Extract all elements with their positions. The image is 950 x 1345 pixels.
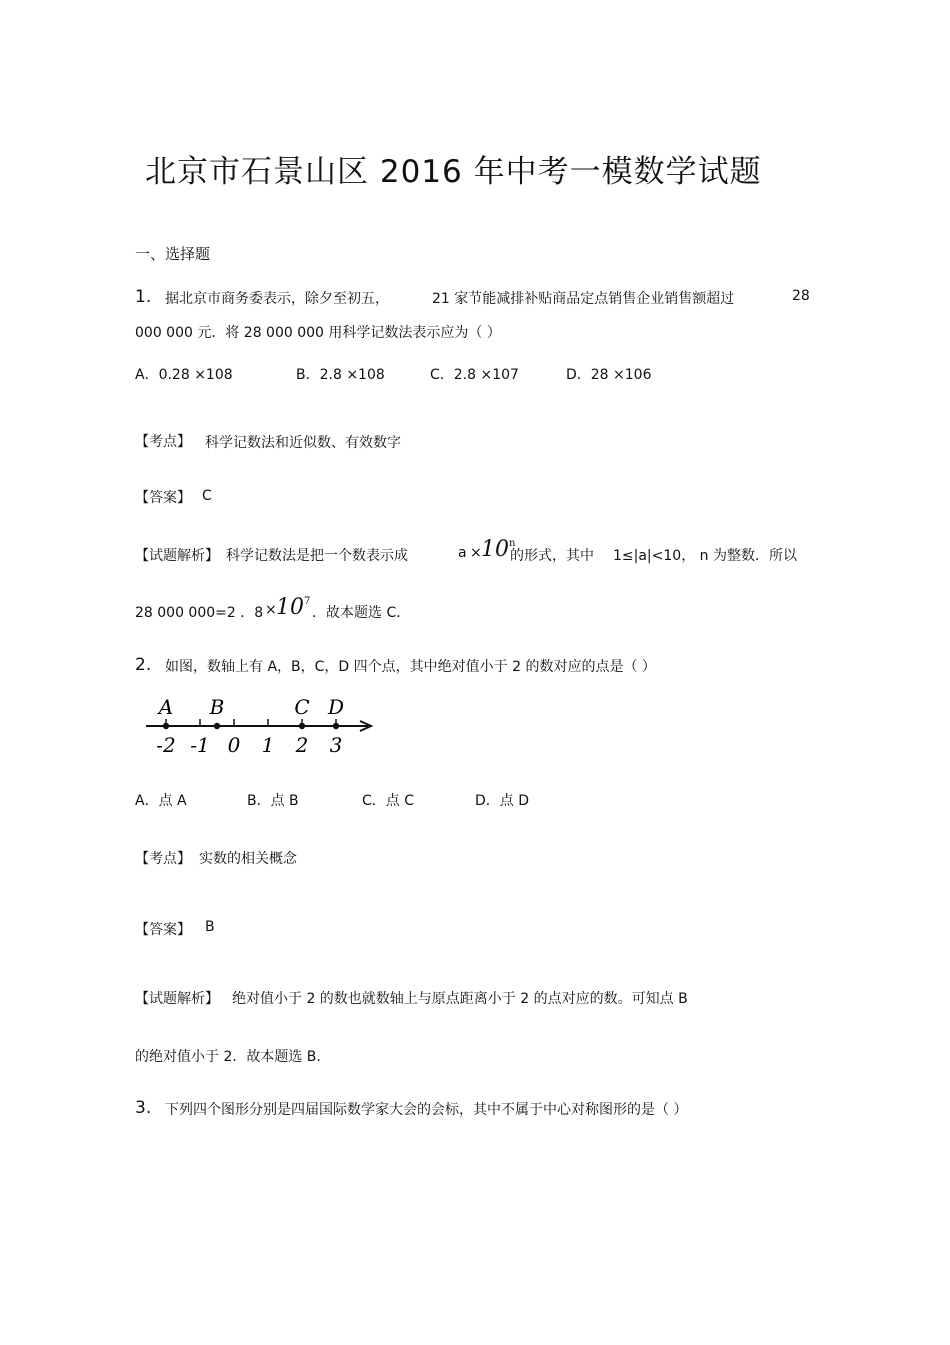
base-ten: 10 xyxy=(481,537,509,562)
analysis-label: 【试题解析】 xyxy=(135,991,219,1007)
analysis-label: 【试题解析】 xyxy=(135,548,219,564)
option-d: D．点 D xyxy=(475,793,530,809)
question-number: 3. xyxy=(135,1098,152,1118)
axis-tick-label: 3 xyxy=(329,733,343,757)
analysis-text-line2: 的绝对值小于 2．故本题选 B． xyxy=(135,1049,331,1065)
axis-point-label: B xyxy=(209,695,225,719)
answer-value: B xyxy=(205,919,215,935)
answer-label: 【答案】 xyxy=(135,490,191,506)
axis-point-label: A xyxy=(158,695,174,719)
exponent-n: n xyxy=(509,538,516,549)
axis-point xyxy=(214,723,220,729)
axis-tick-label: 2 xyxy=(295,733,309,757)
axis-points xyxy=(157,695,344,729)
analysis-line2: ．故本题选 C． xyxy=(312,605,411,621)
times-sign: × xyxy=(265,602,277,618)
option-a: A．0.28 ×108 xyxy=(135,367,233,383)
option-c: C．点 C xyxy=(362,793,415,809)
question-stem-part: 21 家节能减排补贴商品定点销售企业销售额超过 xyxy=(432,291,735,307)
power-of-ten xyxy=(276,595,310,620)
kaodian-text: 科学记数法和近似数、有效数字 xyxy=(205,435,401,451)
question-number: 1. xyxy=(135,287,152,307)
option-b: B．2.8 ×108 xyxy=(296,367,385,383)
axis-tick-label: 1 xyxy=(261,733,275,757)
base-ten: 10 xyxy=(276,595,304,620)
question-stem: 下列四个图形分别是四届国际数学家大会的会标，其中不属于中心对称图形的是（ ） xyxy=(165,1102,688,1118)
kaodian-label: 【考点】 xyxy=(135,434,191,450)
page-title: 北京市石景山区 2016 年中考一模数学试题 xyxy=(145,154,762,190)
option-a: A．点 A xyxy=(135,793,187,809)
axis-point-label: D xyxy=(327,695,345,719)
exponent: 7 xyxy=(304,596,311,607)
analysis-text: 的形式，其中 xyxy=(510,548,594,564)
analysis-line2: 28 000 000=2 ．8 xyxy=(135,605,264,621)
kaodian-label: 【考点】 xyxy=(135,851,191,867)
question-stem-part: 据北京市商务委表示，除夕至初五， xyxy=(165,291,389,307)
option-b: B．点 B xyxy=(247,793,299,809)
axis-ticks xyxy=(156,719,342,757)
question-number: 2. xyxy=(135,655,152,675)
question-stem-line2: 000 000 元．将 28 000 000 用科学记数法表示应为（ ） xyxy=(135,325,501,341)
option-c: C．2.8 ×107 xyxy=(430,367,519,383)
answer-value: C xyxy=(202,488,212,504)
axis-tick-label: -1 xyxy=(190,733,210,757)
times-sign: × xyxy=(470,545,482,561)
analysis-text: 1≤|a|<10， n 为整数．所以 xyxy=(613,548,797,564)
axis-point-label: C xyxy=(294,695,310,719)
analysis-text: 绝对值小于 2 的数也就数轴上与原点距离小于 2 的点对应的数。可知点 B xyxy=(232,991,688,1007)
number-line-figure xyxy=(140,688,380,760)
axis-tick-label: -2 xyxy=(156,733,176,757)
kaodian-text: 实数的相关概念 xyxy=(199,851,297,867)
question-stem: 如图，数轴上有 A，B，C，D 四个点，其中绝对值小于 2 的数对应的点是（ ） xyxy=(165,659,656,675)
axis-point xyxy=(163,723,169,729)
axis-point xyxy=(299,723,305,729)
analysis-text: 科学记数法是把一个数表示成 xyxy=(226,548,408,564)
question-stem-part: 28 xyxy=(792,288,810,304)
analysis-var-a: a xyxy=(458,545,467,561)
section-heading: 一、选择题 xyxy=(135,245,211,263)
axis-tick-label: 0 xyxy=(227,733,241,757)
answer-label: 【答案】 xyxy=(135,922,191,938)
option-d: D．28 ×106 xyxy=(566,367,652,383)
axis-point xyxy=(333,723,339,729)
